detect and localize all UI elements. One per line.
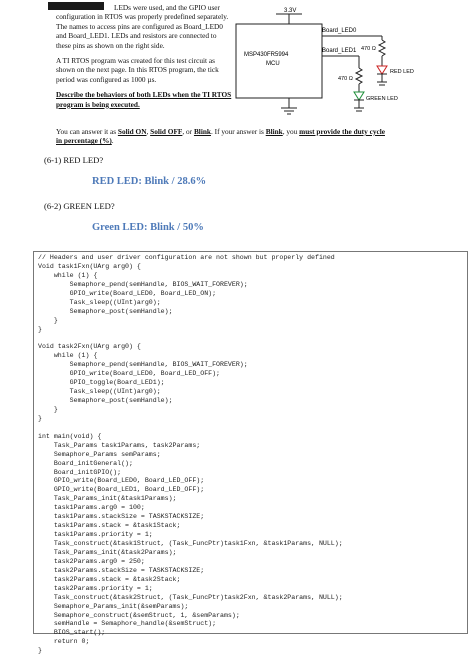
resistor0-label: 470 Ω	[361, 46, 376, 52]
code-line: }	[38, 414, 42, 422]
code-line: task1Params.priority = 1;	[38, 531, 153, 539]
resistor1	[356, 68, 362, 84]
circuit-diagram	[226, 2, 472, 126]
code-line: Semaphore_Params_init(&semParams);	[38, 602, 189, 610]
green-led-label: GREEN LED	[366, 96, 398, 102]
code-line: GPIO_write(Board_LED0, Board_LED_ON);	[38, 289, 217, 297]
code-line: Board_initGPIO();	[38, 468, 122, 476]
supply-label: 3.3V	[284, 8, 297, 14]
code-line: return 0;	[38, 638, 90, 646]
problem-intro	[56, 3, 232, 115]
code-line: task1Params.arg0 = 100;	[38, 504, 145, 512]
code-line: }	[38, 647, 42, 655]
code-line: Task_sleep((UInt)arg0);	[38, 298, 161, 306]
code-line: task2Params.stack = &task2Stack;	[38, 575, 181, 583]
mcu-name: MSP430FR5994	[244, 52, 289, 58]
code-line: Task_construct(&task2Struct, (Task_FuncPtr)task2Fxn, &task2Params, NULL);	[38, 593, 343, 601]
intro-paragraph-1: LEDs were used, and the GPIO user configuration in RTOS was properly predefined separately. The names to access pins are configured as Board_LED0 and Board_LED1. LEDs and resistors are connected to these pins as shown on the right side.	[56, 3, 229, 50]
code-line: Semaphore_post(semHandle);	[38, 307, 173, 315]
instruction-text: You can answer it as Solid ON, Solid OFF, or Blink. If your answer is Blink, you must provide the duty cycle in percentage (%).	[56, 127, 385, 146]
code-line: while (1) {	[38, 271, 98, 279]
code-line: Task_Params_init(&task1Params);	[38, 495, 177, 503]
resistor1-label: 470 Ω	[338, 76, 353, 82]
code-line: }	[38, 316, 58, 324]
code-line: GPIO_write(Board_LED0, Board_LED_OFF);	[38, 370, 221, 378]
code-line: GPIO_write(Board_LED1, Board_LED_OFF);	[38, 486, 205, 494]
code-line	[38, 334, 467, 343]
code-line: Void task1Fxn(UArg arg0) {	[38, 262, 141, 270]
code-line: Task_Params task1Params, task2Params;	[38, 441, 201, 449]
code-line: GPIO_toggle(Board_LED1);	[38, 379, 165, 387]
code-line: Semaphore_pend(semHandle, BIOS_WAIT_FOREVER);	[38, 361, 248, 369]
red-led-label: RED LED	[390, 69, 414, 75]
code-line: Board_initGeneral();	[38, 459, 133, 467]
code-line: }	[38, 405, 58, 413]
code-line: semHandle = Semaphore_handle(&semStruct);	[38, 620, 217, 628]
question-2-label: (6-2) GREEN LED?	[44, 201, 115, 211]
green-led-icon	[354, 92, 364, 100]
code-line: Semaphore_post(semHandle);	[38, 397, 173, 404]
code-line	[38, 424, 467, 433]
code-line: GPIO_write(Board_LED0, Board_LED_OFF);	[38, 477, 205, 485]
code-line: Void task2Fxn(UArg arg0) {	[38, 343, 141, 351]
question-1-label: (6-1) RED LED?	[44, 155, 104, 165]
code-line: Semaphore_Params semParams;	[38, 450, 161, 458]
code-line: int main(void) {	[38, 432, 102, 440]
code-line: task1Params.stack = &task1Stack;	[38, 522, 181, 530]
resistor0	[379, 40, 385, 56]
code-line: // Headers and user driver configuration are not shown but properly defined	[38, 254, 335, 261]
code-line: Semaphore_construct(&semStruct, 1, &semParams);	[38, 611, 240, 619]
code-line: while (1) {	[38, 352, 98, 360]
code-line: task2Params.stackSize = TASKSTACKSIZE;	[38, 566, 205, 574]
intro-paragraph-2: A TI RTOS program was created for this test circuit as shown on the next page. In this RTOS program, the tick period was configured as 1000 µs.	[56, 56, 219, 84]
code-line: Task_sleep((UInt)arg0);	[38, 388, 161, 396]
code-line: BIOS_start();	[38, 629, 106, 637]
question-1-answer: RED LED: Blink / 28.6%	[92, 176, 207, 187]
code-line: task1Params.stackSize = TASKSTACKSIZE;	[38, 513, 205, 521]
pin0-label: Board_LED0	[322, 28, 357, 34]
question-2-answer: Green LED: Blink / 50%	[92, 222, 204, 233]
code-listing	[33, 251, 468, 655]
red-led-icon	[377, 66, 387, 74]
code-line: Semaphore_pend(semHandle, BIOS_WAIT_FOREVER);	[38, 280, 248, 288]
code-line: Task_construct(&task1Struct, (Task_FuncPtr)task1Fxn, &task1Params, NULL);	[38, 540, 343, 547]
intro-paragraph-3: Describe the behaviors of both LEDs when the TI RTOS program is being executed.	[56, 90, 232, 109]
mcu-sub: MCU	[266, 61, 280, 67]
code-line: Task_Params_init(&task2Params);	[38, 548, 177, 556]
code-line: task2Params.priority = 1;	[38, 584, 153, 592]
code-line: task2Params.arg0 = 250;	[38, 557, 145, 565]
pin1-label: Board_LED1	[322, 48, 357, 54]
code-line: }	[38, 325, 42, 333]
